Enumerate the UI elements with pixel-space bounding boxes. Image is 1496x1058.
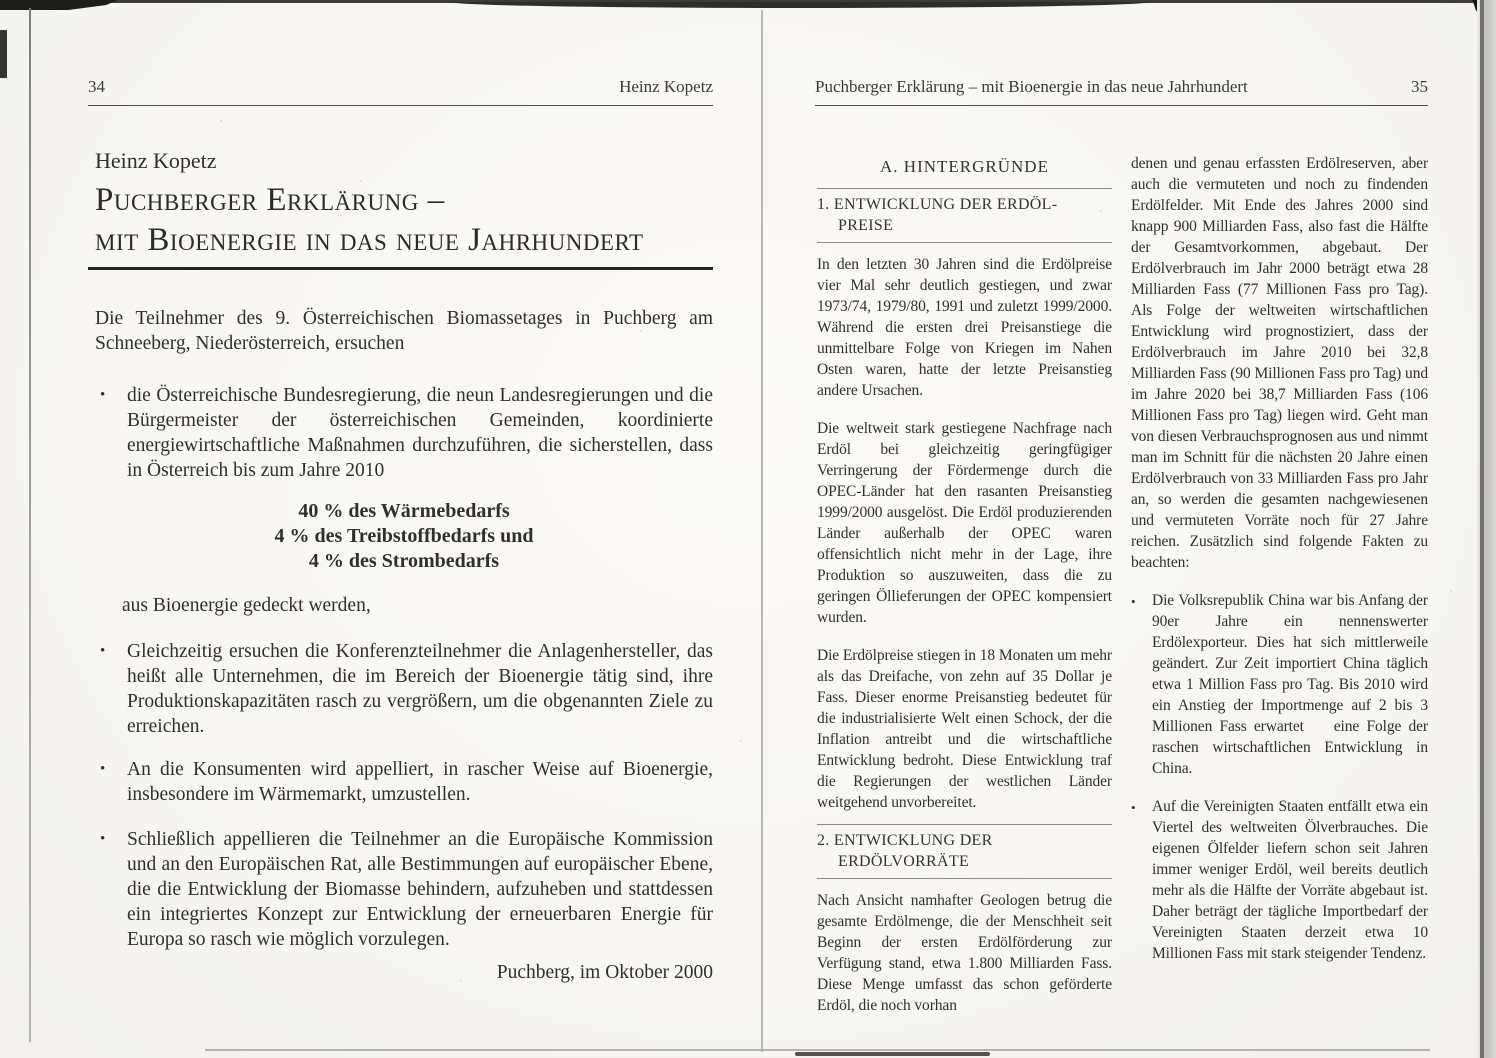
right-page-column-1 — [817, 156, 1112, 1016]
bullet-item-1 — [95, 383, 713, 483]
scan-top-shadow — [450, 2, 1150, 8]
right-running-title: Puchberger Erklärung – mit Bioenergie in das neue Jahrhundert — [815, 77, 1248, 96]
bullet-text-3: An die Konsumenten wird appelliert, in rascher Weise auf Bioenergie, insbesondere im Wärmemarkt, umzustellen. — [127, 759, 713, 805]
scan-corner-mark-left — [0, 0, 118, 10]
bullet-marker: • — [100, 761, 106, 777]
after-goals-line: aus Bioenergie gedeckt werden, — [122, 595, 371, 616]
subsection-heading-1 — [817, 188, 1112, 243]
body-paragraph-oil-reserves-2: denen und genau erfassten Erdölreserven, aber auch die vermuteten und noch zu findenden Erdölfelder. Mit Ende des Jahres 2000 sind knapp 900 Milliarden Fass, also fast die Hälfte der Gesamtvorkommen, abgebaut. Der Erdölverbrauch im Jahr 2000 beträgt etwa 28 Milliarden Fass (77 Millionen Fass pro Tag). Als Folge der weltweiten wirtschaftlichen Entwicklung wird prognostiziert, dass der Erdölverbrauch im Jahre 2010 bei 32,8 Milliarden Fass (90 Millionen Fass pro Tag) und im Jahre 2020 bei 38,7 Milliarden Fass (106 Millionen Fass pro Tag) liegen wird. Geht man von diesen Verbrauchsprognosen aus und nimmt man im Schnitt für die nächsten 20 Jahre einen Erdölverbrauch von 33 Milliarden Fass pro Jahr an, so werden die gesamten nachgewiesenen und vermuteten Vorräte noch für 27 Jahre reichen. Zusätzlich sind folgende Fakten zu beachten: — [1131, 155, 1428, 571]
fact-bullet-usa — [1131, 796, 1428, 964]
bullet-marker: • — [1131, 594, 1136, 609]
scan-left-page-edge — [29, 8, 31, 1042]
left-page-running-header — [88, 76, 713, 106]
bullet-text-2: Gleichzeitig ersuchen die Konferenzteilnehmer die Anlagenhersteller, das heißt alle Unternehmen, die im Bereich der Bioenergie tätig sind, ihre Produktionskapazitäten rasch zu vergrößern, um die obgenannten Ziele zu erreichen. — [127, 641, 713, 737]
bullet-marker: • — [1131, 800, 1136, 815]
fact-bullet-china-text: Die Volksrepublik China war bis Anfang der 90er Jahre ein nennenswerter Erdölexporteur. Dies hat sich mittlerweile geändert. Zur Zeit importiert China täglich etwa 1 Million Fass pro Tag. Bis 2010 wird ein Anstieg der Importmenge auf 2 bis 3 Millionen Fass erwartet eine Folge der raschen wirtschaftlichen Entwicklung in China. — [1152, 592, 1428, 777]
body-paragraph-oil-prices-1: In den letzten 30 Jahren sind die Erdölpreise vier Mal sehr deutlich gestiegen, und zwar 1973/74, 1979/80, 1991 und zuletzt 1999/2000. Während die ersten drei Preisanstiege die unmittelbare Folge von Kriegen im Nahen Osten waren, hatte der letzte Preisanstieg andere Ursachen. — [817, 256, 1112, 399]
body-paragraph-oil-reserves-1: Nach Ansicht namhafter Geologen betrug die gesamte Erdölmenge, die der Menschheit seit Beginn der ersten Erdölförderung zur Verfügung stand, etwa 1.800 Milliarden Fass. Diese Menge umfasst das schon geförderte Erdöl, die noch vorhan — [817, 892, 1112, 1014]
scan-bottom-edge — [205, 1049, 1430, 1051]
article-title-line-1: Puchberger Erklärung – — [95, 182, 445, 218]
scan-center-gutter — [761, 10, 763, 1052]
bullet-text-4: Schließlich appellieren die Teilnehmer an die Europäische Kommission und an den Europäischen Rat, alle Bestimmungen auf europäischer Ebene, die die Entwicklung der Biomasse behindern, aufzuheben und stattdessen ein integriertes Konzept zur Entwicklung der erneuerbaren Energie für Europa so rasch wie möglich vorzulegen. — [127, 829, 713, 950]
bullet-marker: • — [100, 643, 106, 659]
body-paragraph-oil-prices-3: Die Erdölpreise stiegen in 18 Monaten um mehr als das Dreifache, von zehn auf 35 Dollar je Fass. Dieser enorme Preisanstieg bedeutet für die industrialisierte Welt einen Schock, der die Inflation antreibt und die wirtschaftliche Entwicklung bedroht. Diese Entwicklung traf die Regierungen der westlichen Länder weitgehend unvorbereitet. — [817, 647, 1112, 811]
subsection-1-line-1: 1. ENTWICKLUNG DER ERDÖL- — [817, 196, 1058, 213]
scan-bottom-shadow — [795, 1052, 990, 1056]
right-page-number: 35 — [1411, 77, 1428, 96]
right-page-column-2 — [1131, 153, 1428, 964]
goals-block — [95, 499, 713, 574]
subsection-2-line-2: ERDÖLVORRÄTE — [838, 853, 970, 870]
left-page-number: 34 — [88, 77, 105, 96]
goal-line-3: 4 % des Strombedarfs — [308, 550, 500, 572]
subsection-1-line-2: PREISE — [838, 217, 894, 234]
left-running-title: Heinz Kopetz — [619, 77, 713, 96]
right-page-running-header — [815, 76, 1428, 106]
scan-left-edge-mark — [0, 30, 7, 78]
goal-line-1: 40 % des Wärmebedarfs — [298, 500, 510, 522]
intro-paragraph: Die Teilnehmer des 9. Österreichischen Biomassetages in Puchberg am Schneeberg, Niederösterreich, ersuchen — [95, 308, 713, 354]
article-author: Heinz Kopetz — [95, 148, 217, 173]
article-title-line-2: mit Bioenergie in das neue Jahrhundert — [95, 222, 644, 258]
bullet-marker: • — [100, 831, 106, 847]
bullet-text-1: die Österreichische Bundesregierung, die neun Landesregierungen und die Bürgermeister der österreichischen Gemeinden, koordinierte energiewirtschaftliche Maßnahmen durchzuführen, die sicherstellen, dass in Österreich bis zum Jahre 2010 — [127, 385, 713, 481]
bullet-item-4 — [95, 827, 713, 952]
dateline: Puchberg, im Oktober 2000 — [496, 962, 713, 983]
body-paragraph-oil-prices-2: Die weltweit stark gestiegene Nachfrage nach Erdöl bei gleichzeitig geringfügiger Verringerung der Fördermenge durch die OPEC-Länder hat den rasanten Preisanstieg 1999/2000 ausgelöst. Die Erdöl produzierenden Länder außerhalb der OPEC waren offensichtlich nicht mehr in der Lage, ihre Produktion so auszuweiten, dass die zu geringen Öllieferungen der OPEC kompensiert wurden. — [817, 420, 1112, 626]
section-heading-a: A. HINTERGRÜNDE — [880, 157, 1049, 176]
bullet-marker: • — [100, 387, 106, 403]
fact-bullet-china — [1131, 590, 1428, 779]
subsection-2-line-1: 2. ENTWICKLUNG DER — [817, 832, 993, 849]
left-page-body — [95, 148, 713, 985]
scan-speckles — [220, 120, 222, 122]
subsection-heading-2 — [817, 824, 1112, 879]
fact-bullet-usa-text: Auf die Vereinigten Staaten entfällt etwa ein Viertel des weltweiten Ölverbrauches. Die eigenen Ölfelder liefern schon seit Jahren immer weniger Erdöl, weil bereits deutlich mehr als die Hälfte der Vorräte abgebaut ist. Daher beträgt der tägliche Importbedarf der Vereinigten Staaten derzeit etwa 10 Millionen Fass mit stark steigender Tendenz. — [1152, 798, 1428, 962]
scan-right-page-edge — [1480, 0, 1484, 1058]
article-title-rule — [88, 267, 713, 270]
bullet-item-2 — [95, 639, 713, 739]
goal-line-2: 4 % des Treibstoffbedarfs und — [274, 525, 534, 547]
bullet-item-3 — [95, 757, 713, 807]
